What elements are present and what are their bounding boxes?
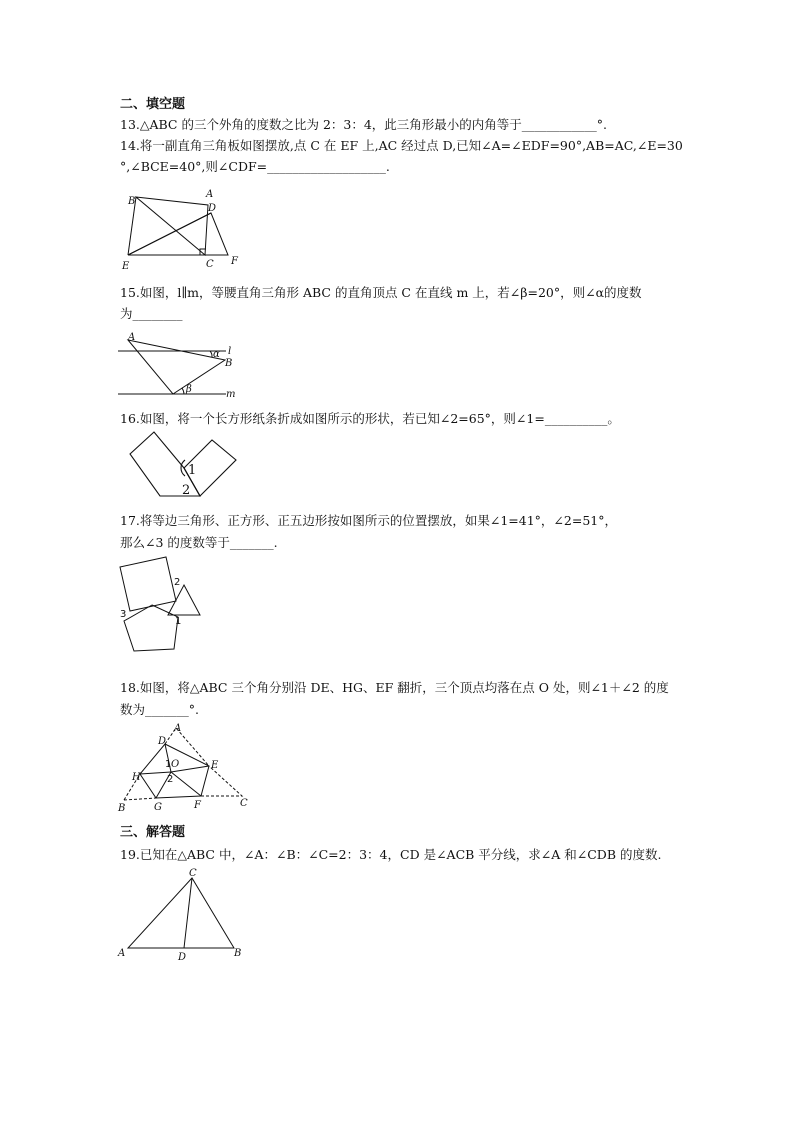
q18-label-1: 1 — [165, 759, 172, 770]
question-18-text-line1: 18.如图，将△ABC 三个角分别沿 DE、HG、EF 翻折，三个顶点均落在点 O 处，则∠1＋∠2 的度 — [120, 680, 669, 695]
question-13-text: 13.△ABC 的三个外角的度数之比为 2：3：4，此三角形最小的内角等于____________°. — [120, 117, 608, 132]
figure-q19 — [116, 866, 251, 966]
question-17-text-line2: 那么∠3 的度数等于_______. — [120, 535, 278, 550]
figure-q17 — [114, 555, 204, 655]
q17-triangle — [168, 585, 200, 615]
question-16-text: 16.如图，将一个长方形纸条折成如图所示的形状，若已知∠2=65°，则∠1=__________。 — [120, 411, 620, 426]
q14-label-e: E — [122, 261, 130, 272]
q14-label-f: F — [231, 256, 238, 267]
q17-label-2: 2 — [174, 577, 181, 588]
figure-q16 — [130, 432, 240, 500]
q15-label-b: B — [225, 358, 233, 369]
q18-label-c: C — [240, 798, 248, 809]
q14-triangle-abc — [136, 197, 208, 255]
question-14-text-line1: 14.将一副直角三角板如图摆放,点 C 在 EF 上,AC 经过点 D,已知∠A=∠EDF=90°,AB=AC,∠E=30 — [120, 138, 683, 153]
q14-label-c: C — [206, 259, 214, 270]
q18-label-o: O — [171, 759, 180, 770]
figure-q15 — [118, 330, 238, 400]
q18-label-g: G — [154, 802, 162, 813]
q17-square — [120, 557, 176, 611]
q15-label-a: A — [128, 332, 136, 343]
figure-q14 — [118, 185, 248, 275]
q16-label-1: 1 — [188, 463, 197, 478]
q15-triangle-abc — [128, 340, 225, 394]
q15-label-beta: β — [186, 384, 192, 395]
question-15-text-line1: 15.如图，l∥m，等腰直角三角形 ABC 的直角顶点 C 在直线 m 上，若∠β=20°，则∠α的度数 — [120, 285, 642, 300]
q19-triangle-abc — [128, 878, 234, 948]
q19-label-d: D — [178, 952, 187, 963]
figure-q18 — [116, 722, 251, 817]
q19-label-c: C — [189, 868, 197, 879]
q15-label-alpha: α — [213, 349, 220, 360]
q14-label-a: A — [206, 189, 214, 200]
question-14-text-line2: °,∠BCE=40°,则∠CDF=___________________. — [120, 159, 390, 174]
q18-label-h: H — [132, 772, 141, 783]
q18-label-b: B — [118, 803, 126, 814]
q18-label-a: A — [174, 723, 182, 734]
q15-label-l: l — [228, 346, 232, 357]
question-19-text: 19.已知在△ABC 中，∠A：∠B：∠C=2：3：4，CD 是∠ACB 平分线，求∠A 和∠CDB 的度数. — [120, 847, 662, 862]
q16-label-2: 2 — [182, 483, 191, 498]
question-17-text-line1: 17.将等边三角形、正方形、正五边形按如图所示的位置摆放，如果∠1=41°，∠2=51°， — [120, 513, 617, 528]
q19-label-b: B — [234, 948, 242, 959]
q14-label-b: B — [128, 196, 136, 207]
q18-label-f: F — [194, 800, 201, 811]
q18-label-2: 2 — [167, 774, 174, 785]
q19-label-a: A — [118, 948, 126, 959]
q18-label-d: D — [158, 736, 167, 747]
q17-label-3: 3 — [120, 609, 127, 620]
question-15-text-line2: 为________ — [120, 306, 183, 321]
section-title-fill-blank: 二、填空题 — [120, 97, 186, 112]
q14-triangle-edf — [128, 213, 228, 255]
q17-label-1: 1 — [175, 616, 182, 627]
q15-label-m: m — [226, 389, 236, 400]
q18-label-e: E — [211, 760, 219, 771]
q19-bisector-cd — [184, 878, 192, 948]
section-title-answer: 三、解答题 — [120, 825, 186, 840]
question-18-text-line2: 数为_______°. — [120, 702, 199, 717]
q14-label-d: D — [208, 203, 217, 214]
